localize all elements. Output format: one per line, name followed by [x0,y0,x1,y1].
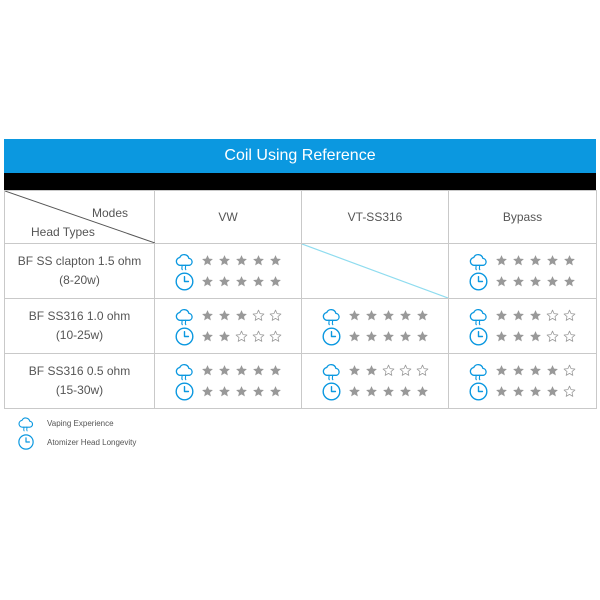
head-type-name: BF SS clapton 1.5 ohm [17,254,142,268]
star-group [495,309,576,322]
star-filled-icon [495,309,508,322]
star-filled-icon [269,385,282,398]
black-divider-bar [4,173,596,190]
head-longevity-rating [302,326,448,347]
star-empty-icon [563,385,576,398]
star-empty-icon [546,309,559,322]
star-filled-icon [495,330,508,343]
not-applicable-slash [302,244,448,298]
vapor-cloud-icon [321,360,342,381]
star-group [348,330,429,343]
star-group [201,330,282,343]
rating-cell [449,354,597,409]
star-filled-icon [201,275,214,288]
star-filled-icon [529,364,542,377]
star-filled-icon [218,385,231,398]
star-filled-icon [512,309,525,322]
mode-header-vt-ss316: VT-SS316 [302,191,449,244]
clock-icon [468,271,489,292]
star-filled-icon [399,330,412,343]
legend-longevity [17,433,136,451]
rating-cell [155,244,302,299]
star-empty-icon [563,330,576,343]
star-filled-icon [235,254,248,267]
star-filled-icon [529,275,542,288]
star-empty-icon [399,364,412,377]
head-longevity-rating [449,326,596,347]
coil-reference-card [4,139,596,409]
vapor-cloud-icon [468,305,489,326]
table-row [5,244,597,299]
star-filled-icon [399,385,412,398]
head-type-name: BF SS316 1.0 ohm [28,309,131,323]
star-filled-icon [218,254,231,267]
star-filled-icon [416,309,429,322]
star-filled-icon [382,330,395,343]
head-longevity-rating [449,271,596,292]
star-group [201,385,282,398]
star-filled-icon [348,364,361,377]
vaping-experience-rating [155,360,301,381]
head-type-range: (8-20w) [59,273,100,287]
head-type-cell [5,354,155,409]
star-filled-icon [512,364,525,377]
star-filled-icon [512,330,525,343]
star-filled-icon [252,275,265,288]
star-group [495,364,576,377]
rating-cell [155,354,302,409]
star-filled-icon [512,385,525,398]
star-filled-icon [382,309,395,322]
star-filled-icon [252,385,265,398]
head-longevity-rating [302,381,448,402]
head-longevity-rating [155,326,301,347]
vaping-experience-rating [449,360,596,381]
star-filled-icon [416,385,429,398]
star-filled-icon [218,330,231,343]
clock-icon [468,326,489,347]
star-filled-icon [218,275,231,288]
clock-icon [174,271,195,292]
star-empty-icon [269,330,282,343]
star-filled-icon [201,364,214,377]
star-filled-icon [365,309,378,322]
vapor-cloud-icon [174,360,195,381]
modes-label: Modes [91,206,128,220]
head-type-range: (10-25w) [55,328,104,342]
star-filled-icon [348,385,361,398]
clock-icon [321,381,342,402]
head-longevity-rating [155,271,301,292]
star-filled-icon [495,364,508,377]
clock-icon [174,326,195,347]
star-filled-icon [512,254,525,267]
legend-longevity-label: Atomizer Head Longevity [47,437,137,447]
table-row [5,354,597,409]
star-group [201,364,282,377]
head-types-label: Head Types [31,225,95,239]
star-filled-icon [495,385,508,398]
vapor-cloud-icon [17,414,35,432]
star-filled-icon [563,275,576,288]
star-group [495,330,576,343]
vapor-cloud-icon [468,360,489,381]
star-filled-icon [495,254,508,267]
head-type-name: BF SS316 0.5 ohm [28,364,131,378]
star-filled-icon [563,254,576,267]
star-filled-icon [252,254,265,267]
vaping-experience-rating [302,360,448,381]
coil-reference-table [4,190,597,409]
star-filled-icon [269,275,282,288]
star-filled-icon [235,275,248,288]
star-group [348,385,429,398]
star-filled-icon [365,364,378,377]
star-filled-icon [235,309,248,322]
rating-cell [302,299,449,354]
star-empty-icon [269,309,282,322]
star-filled-icon [529,254,542,267]
star-filled-icon [546,385,559,398]
rating-cell [155,299,302,354]
head-longevity-rating [449,381,596,402]
star-filled-icon [235,364,248,377]
star-group [201,275,282,288]
star-filled-icon [201,254,214,267]
vaping-experience-rating [449,305,596,326]
star-empty-icon [235,330,248,343]
vaping-experience-rating [449,250,596,271]
vaping-experience-rating [302,305,448,326]
vapor-cloud-icon [174,250,195,271]
star-filled-icon [348,330,361,343]
star-group [495,254,576,267]
rating-cell-unavailable [302,244,449,299]
vaping-experience-rating [155,250,301,271]
head-type-cell [5,244,155,299]
star-empty-icon [563,364,576,377]
mode-header-bypass: Bypass [449,191,597,244]
clock-icon [321,326,342,347]
star-group [201,309,282,322]
star-filled-icon [546,364,559,377]
star-filled-icon [269,254,282,267]
legend-experience [17,414,114,432]
mode-header-vw: VW [155,191,302,244]
star-filled-icon [529,309,542,322]
header-corner-cell [5,191,155,244]
star-filled-icon [201,330,214,343]
star-filled-icon [495,275,508,288]
legend-experience-label: Vaping Experience [47,418,114,428]
star-filled-icon [512,275,525,288]
star-filled-icon [365,330,378,343]
star-filled-icon [201,385,214,398]
star-filled-icon [218,309,231,322]
star-filled-icon [252,364,265,377]
star-group [348,309,429,322]
table-row [5,299,597,354]
star-filled-icon [218,364,231,377]
page-title: Coil Using Reference [224,147,376,164]
star-group [495,385,576,398]
vapor-cloud-icon [321,305,342,326]
star-group [495,275,576,288]
rating-cell [449,299,597,354]
star-empty-icon [252,330,265,343]
star-filled-icon [399,309,412,322]
clock-icon [468,381,489,402]
star-group [348,364,429,377]
star-filled-icon [201,309,214,322]
star-empty-icon [546,330,559,343]
star-empty-icon [382,364,395,377]
vapor-cloud-icon [468,250,489,271]
rating-cell [302,354,449,409]
star-group [201,254,282,267]
star-empty-icon [563,309,576,322]
title-bar [4,139,596,173]
head-type-cell [5,299,155,354]
star-filled-icon [529,330,542,343]
star-filled-icon [529,385,542,398]
vaping-experience-rating [155,305,301,326]
star-filled-icon [382,385,395,398]
clock-icon [17,433,35,451]
head-longevity-rating [155,381,301,402]
star-filled-icon [348,309,361,322]
star-filled-icon [416,330,429,343]
star-filled-icon [235,385,248,398]
vapor-cloud-icon [174,305,195,326]
star-filled-icon [269,364,282,377]
star-filled-icon [546,254,559,267]
rating-cell [449,244,597,299]
head-type-range: (15-30w) [55,383,104,397]
star-empty-icon [416,364,429,377]
clock-icon [174,381,195,402]
star-filled-icon [365,385,378,398]
table-header-row [5,191,597,244]
star-filled-icon [546,275,559,288]
star-empty-icon [252,309,265,322]
